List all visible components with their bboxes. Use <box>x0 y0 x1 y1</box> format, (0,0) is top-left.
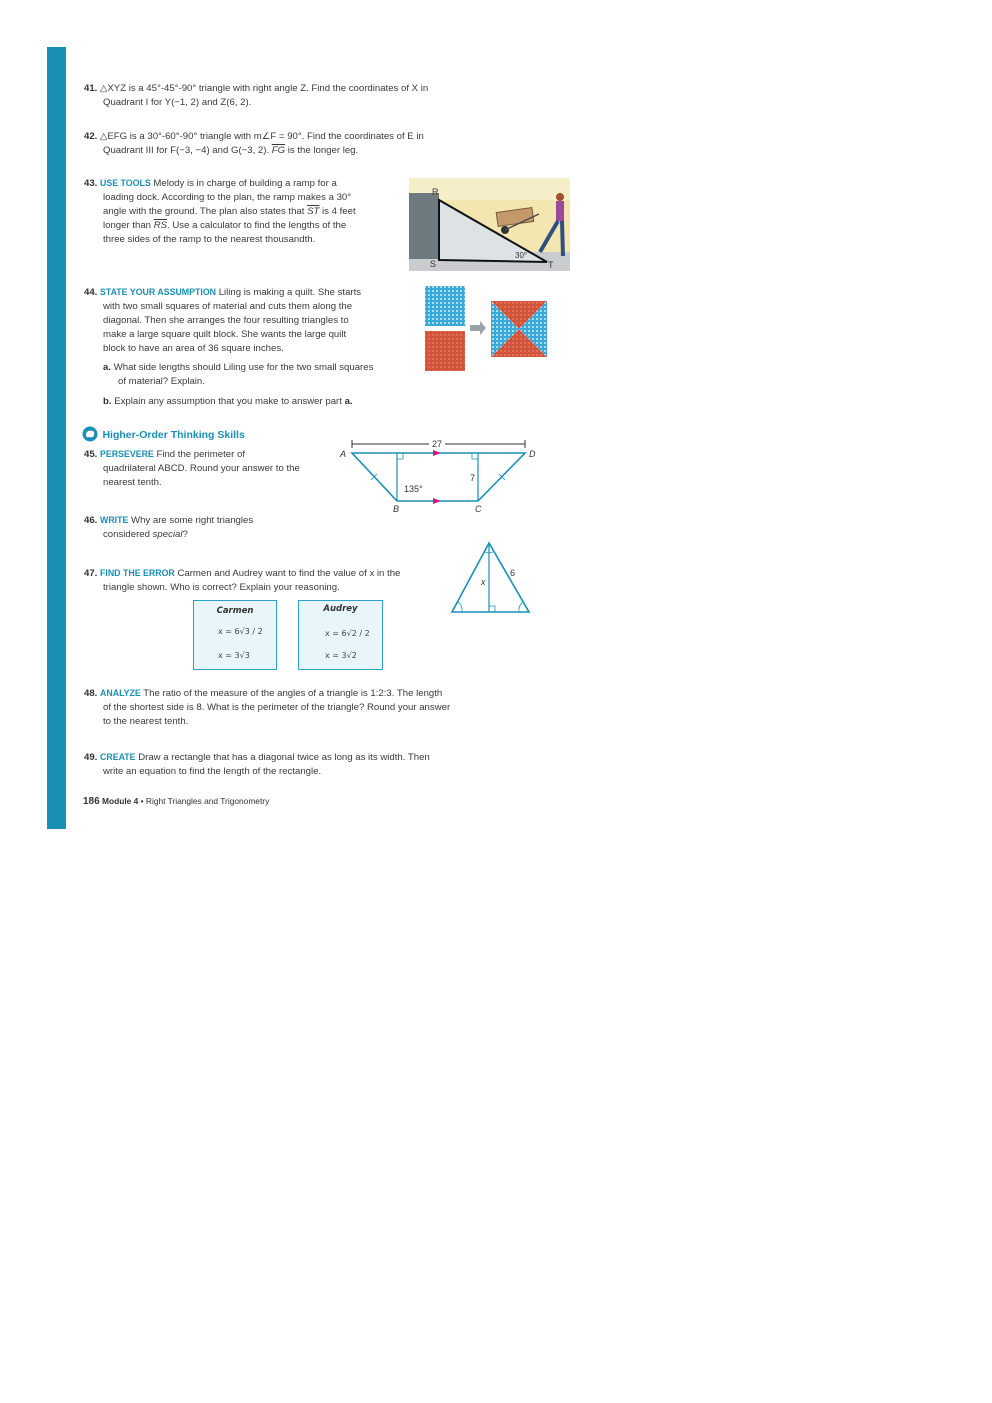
problem-keyword: FIND THE ERROR <box>100 568 175 578</box>
problem-49 <box>84 750 430 779</box>
problem-text: make a large square quilt block. She wants the large quilt <box>103 329 347 340</box>
segment-label: $\overline{ST}$ <box>307 206 320 217</box>
page-number: 186 <box>83 796 100 807</box>
parallel-arrow-top <box>433 450 441 456</box>
angle-label: 30° <box>515 251 528 260</box>
top-length-label: 27 <box>432 439 443 449</box>
problem-text: Draw a rectangle that has a diagonal twice as long as its width. Then <box>138 752 430 763</box>
problem-text: △XYZ is a 45°-45°-90° triangle with right angle Z. Find the coordinates of X in <box>100 83 429 94</box>
side-length-label: 6 <box>510 568 516 578</box>
hots-title: Higher-Order Thinking Skills <box>102 429 245 441</box>
footer-separator: • <box>140 796 144 806</box>
problem-number: 42. <box>84 131 98 142</box>
vertex-s-label: S <box>430 259 437 269</box>
module-label: Module 4 <box>102 796 139 806</box>
right-angle-mark <box>489 606 495 612</box>
problem-text: is 4 feet <box>322 206 356 217</box>
segment-label: $\overline{FG}$ <box>271 145 286 156</box>
problem-text: block to have an area of 36 square inches. <box>103 343 284 354</box>
blue-fabric-square <box>425 286 465 326</box>
audrey-work-box <box>298 600 383 670</box>
problem-keyword: PERSEVERE <box>100 449 154 459</box>
quilt-block <box>491 301 547 357</box>
problem-44b <box>103 395 353 409</box>
problem-number: 47. <box>84 568 98 579</box>
problem-text: Find the perimeter of <box>156 449 245 460</box>
problem-text: Why are some right triangles <box>131 515 254 526</box>
problem-number: 46. <box>84 515 98 526</box>
problem-text: loading dock. According to the plan, the ramp makes a 30° <box>103 192 352 203</box>
person-head <box>556 193 564 201</box>
vertex-r-label: R <box>432 187 439 197</box>
problem-number: 49. <box>84 752 98 763</box>
student-name: Carmen <box>216 606 254 616</box>
problem-text: Quadrant I for Y(−1, 2) and Z(6, 2). <box>103 97 252 108</box>
problem-number: 45. <box>84 449 98 460</box>
angle-arc <box>519 602 523 612</box>
page-footer <box>83 796 269 807</box>
problem-48 <box>84 686 450 729</box>
problem-text: Explain any assumption that you make to answer part <box>114 396 342 407</box>
work-step: x = 6√3 / 2 <box>218 627 263 636</box>
problem-keyword: ANALYZE <box>100 688 141 698</box>
problem-text: The ratio of the measure of the angles of a triangle is 1:2:3. The length <box>143 688 443 699</box>
problem-text: special <box>152 529 183 540</box>
problem-text: Quadrant III for F(−3, −4) and G(−3, 2). <box>103 145 270 156</box>
problem-45 <box>84 447 300 490</box>
problem-text: angle with the ground. The plan also states that <box>103 206 305 217</box>
quilt-figure <box>423 285 551 373</box>
problem-number: 44. <box>84 287 98 298</box>
ramp-figure <box>409 178 570 271</box>
problem-text: triangle shown. Who is correct? Explain your reasoning. <box>103 582 340 593</box>
angle-label: 135° <box>404 484 423 494</box>
work-step: x = 3√2 <box>325 651 357 660</box>
loading-dock-wall <box>409 193 439 259</box>
parallel-arrow-bottom <box>433 498 441 504</box>
vertex-b-label: B <box>393 504 400 514</box>
brain-icon <box>82 426 98 442</box>
problem-text: three sides of the ramp to the nearest thousandth. <box>103 234 316 245</box>
problem-number: 41. <box>84 83 98 94</box>
arrow-icon <box>470 321 486 335</box>
vertex-c-label: C <box>475 504 482 514</box>
carmen-work-box <box>193 600 277 670</box>
problem-text: Melody is in charge of building a ramp for a <box>153 178 337 189</box>
part-reference: a. <box>344 396 353 407</box>
vertex-d-label: D <box>529 449 536 459</box>
problem-44a <box>103 361 373 389</box>
hots-heading <box>82 425 245 443</box>
trapezoid-figure <box>335 436 545 516</box>
right-angle-mark <box>397 453 403 459</box>
problem-number: 43. <box>84 178 98 189</box>
person-shirt <box>556 201 564 221</box>
problem-text: Liling is making a quilt. She starts <box>218 287 362 298</box>
problem-keyword: CREATE <box>100 752 136 762</box>
part-label: a. <box>103 362 112 373</box>
work-step: x = 3√3 <box>218 651 250 660</box>
angle-arc <box>458 602 462 612</box>
problem-text: nearest tenth. <box>103 477 162 488</box>
problem-text: . Use a calculator to find the lengths of the <box>167 220 347 231</box>
work-step: x = 6√2 / 2 <box>325 629 370 638</box>
module-title: Right Triangles and Trigonometry <box>145 796 270 806</box>
problem-text: longer than <box>103 220 152 231</box>
problem-44 <box>84 285 361 356</box>
isosceles-triangle-figure <box>447 540 533 616</box>
problem-text: to the nearest tenth. <box>103 716 189 727</box>
problem-keyword: USE TOOLS <box>100 178 151 188</box>
problem-keyword: STATE YOUR ASSUMPTION <box>100 287 217 297</box>
problem-text: is the longer leg. <box>287 145 359 156</box>
problem-text: of the shortest side is 8. What is the perimeter of the triangle? Round your answer <box>103 702 451 713</box>
problem-text: quadrilateral ABCD. Round your answer to the <box>103 463 300 474</box>
problem-text: ? <box>182 529 188 540</box>
part-label: b. <box>103 396 112 407</box>
person-leg <box>562 221 563 256</box>
problem-text: △EFG is a 30°-60°-90° triangle with m∠F = 90°. Find the coordinates of E in <box>100 131 424 142</box>
problem-text: with two small squares of material and cuts them along the <box>103 301 353 312</box>
problem-text: diagonal. Then she arranges the four resulting triangles to <box>103 315 349 326</box>
vertex-a-label: A <box>340 449 347 459</box>
problem-number: 48. <box>84 688 98 699</box>
problem-42 <box>84 130 424 158</box>
problem-text: considered <box>103 529 150 540</box>
problem-41 <box>84 82 428 110</box>
red-fabric-square <box>425 331 465 371</box>
margin-color-bar <box>47 47 66 829</box>
segment-label: $\overline{RS}$ <box>153 220 168 231</box>
problem-text: What side lengths should Liling use for the two small squares <box>113 362 374 373</box>
problem-43 <box>84 176 356 247</box>
vertex-t-label: T <box>548 260 554 270</box>
problem-text: of material? Explain. <box>118 376 205 387</box>
trapezoid-abcd <box>352 453 525 501</box>
x-label: x <box>481 577 486 587</box>
triangle-outline <box>452 543 529 612</box>
problem-keyword: WRITE <box>100 515 129 525</box>
right-angle-mark <box>472 453 478 459</box>
problem-47 <box>84 566 400 595</box>
problem-46 <box>84 513 253 542</box>
problem-text: write an equation to find the length of the rectangle. <box>103 766 322 777</box>
height-label: 7 <box>470 473 476 483</box>
student-name: Audrey <box>323 604 358 614</box>
problem-text: Carmen and Audrey want to find the value of x in the <box>177 568 401 579</box>
